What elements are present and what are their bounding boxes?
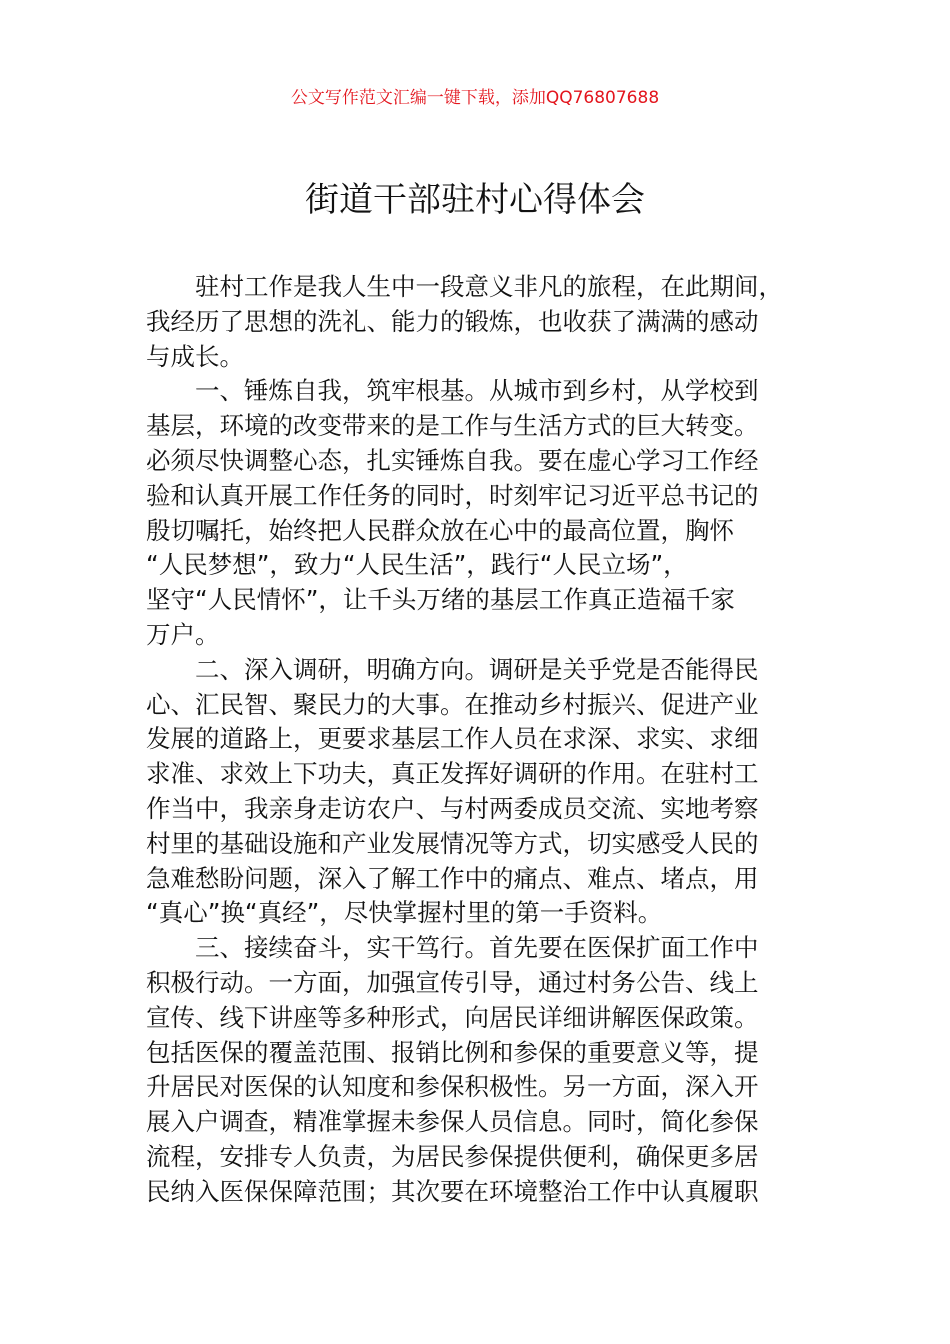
paragraph-line: 驻村工作是我人生中一段意义非凡的旅程，在此期间， [195, 272, 783, 301]
paragraph-line: 万户。 [146, 619, 220, 649]
paragraph-line: 积极行动。一方面，加强宣传引导，通过村务公告、线上 [146, 967, 759, 997]
paragraph-line: 民纳入医保保障范围；其次要在环境整治工作中认真履职 [146, 1176, 759, 1206]
paragraph-line: 心、汇民智、聚民力的大事。在推动乡村振兴、促进产业 [146, 689, 759, 719]
paragraph-line: 村里的基础设施和产业发展情况等方式，切实感受人民的 [146, 828, 759, 858]
paragraph-line: 流程，安排专人负责，为居民参保提供便利，确保更多居 [146, 1141, 759, 1171]
paragraph-line: 三、接续奋斗，实干笃行。首先要在医保扩面工作中 [195, 933, 759, 963]
paragraph-line: 发展的道路上，更要求基层工作人员在求深、求实、求细 [146, 724, 759, 754]
paragraph-line: 我经历了思想的洗礼、能力的锻炼，也收获了满满的感动 [146, 306, 759, 336]
paragraph-line: 升居民对医保的认知度和参保积极性。另一方面，深入开 [146, 1072, 759, 1102]
paragraph-line: 宣传、线下讲座等多种形式，向居民详细讲解医保政策。 [146, 1002, 759, 1032]
paragraph-line: “真心”换“真经”，尽快掌握村里的第一手资料。 [146, 898, 663, 928]
paragraph-line: 殷切嘱托，始终把人民群众放在心中的最高位置，胸怀 [146, 515, 734, 545]
paragraph-line: “人民梦想”，致力“人民生活”，践行“人民立场”， [146, 550, 688, 580]
paragraph-line: 与成长。 [146, 341, 244, 371]
paragraph-line: 作当中，我亲身走访农户、与村两委成员交流、实地考察 [146, 793, 759, 823]
paragraph-section-2 [146, 653, 816, 931]
paragraph-line: 展入户调查，精准掌握未参保人员信息。同时，简化参保 [146, 1107, 759, 1137]
promo-banner: 公文写作范文汇编一键下载，添加QQ76807688 [290, 88, 660, 108]
paragraph-line: 包括医保的覆盖范围、报销比例和参保的重要意义等，提 [146, 1037, 759, 1067]
paragraph-line: 必须尽快调整心态，扎实锤炼自我。要在虚心学习工作经 [146, 445, 759, 475]
paragraph-section-3 [146, 931, 816, 1209]
paragraph-line: 二、深入调研，明确方向。调研是关乎党是否能得民 [195, 654, 759, 684]
paragraph-line: 求准、求效上下功夫，真正发挥好调研的作用。在驻村工 [146, 759, 759, 789]
paragraph-line: 急难愁盼问题，深入了解工作中的痛点、难点、堵点，用 [146, 863, 759, 893]
paragraph-line: 坚守“人民情怀”，让千头万绪的基层工作真正造福千家 [146, 585, 735, 615]
paragraph-section-1 [146, 374, 816, 652]
paragraph-line: 基层，环境的改变带来的是工作与生活方式的巨大转变。 [146, 411, 759, 441]
paragraph-intro [146, 270, 816, 374]
paragraph-line: 验和认真开展工作任务的同时，时刻牢记习近平总书记的 [146, 480, 759, 510]
document-title: 街道干部驻村心得体会 [305, 180, 645, 220]
paragraph-line: 一、锤炼自我，筑牢根基。从城市到乡村，从学校到 [195, 376, 759, 406]
document-body [146, 270, 816, 1210]
